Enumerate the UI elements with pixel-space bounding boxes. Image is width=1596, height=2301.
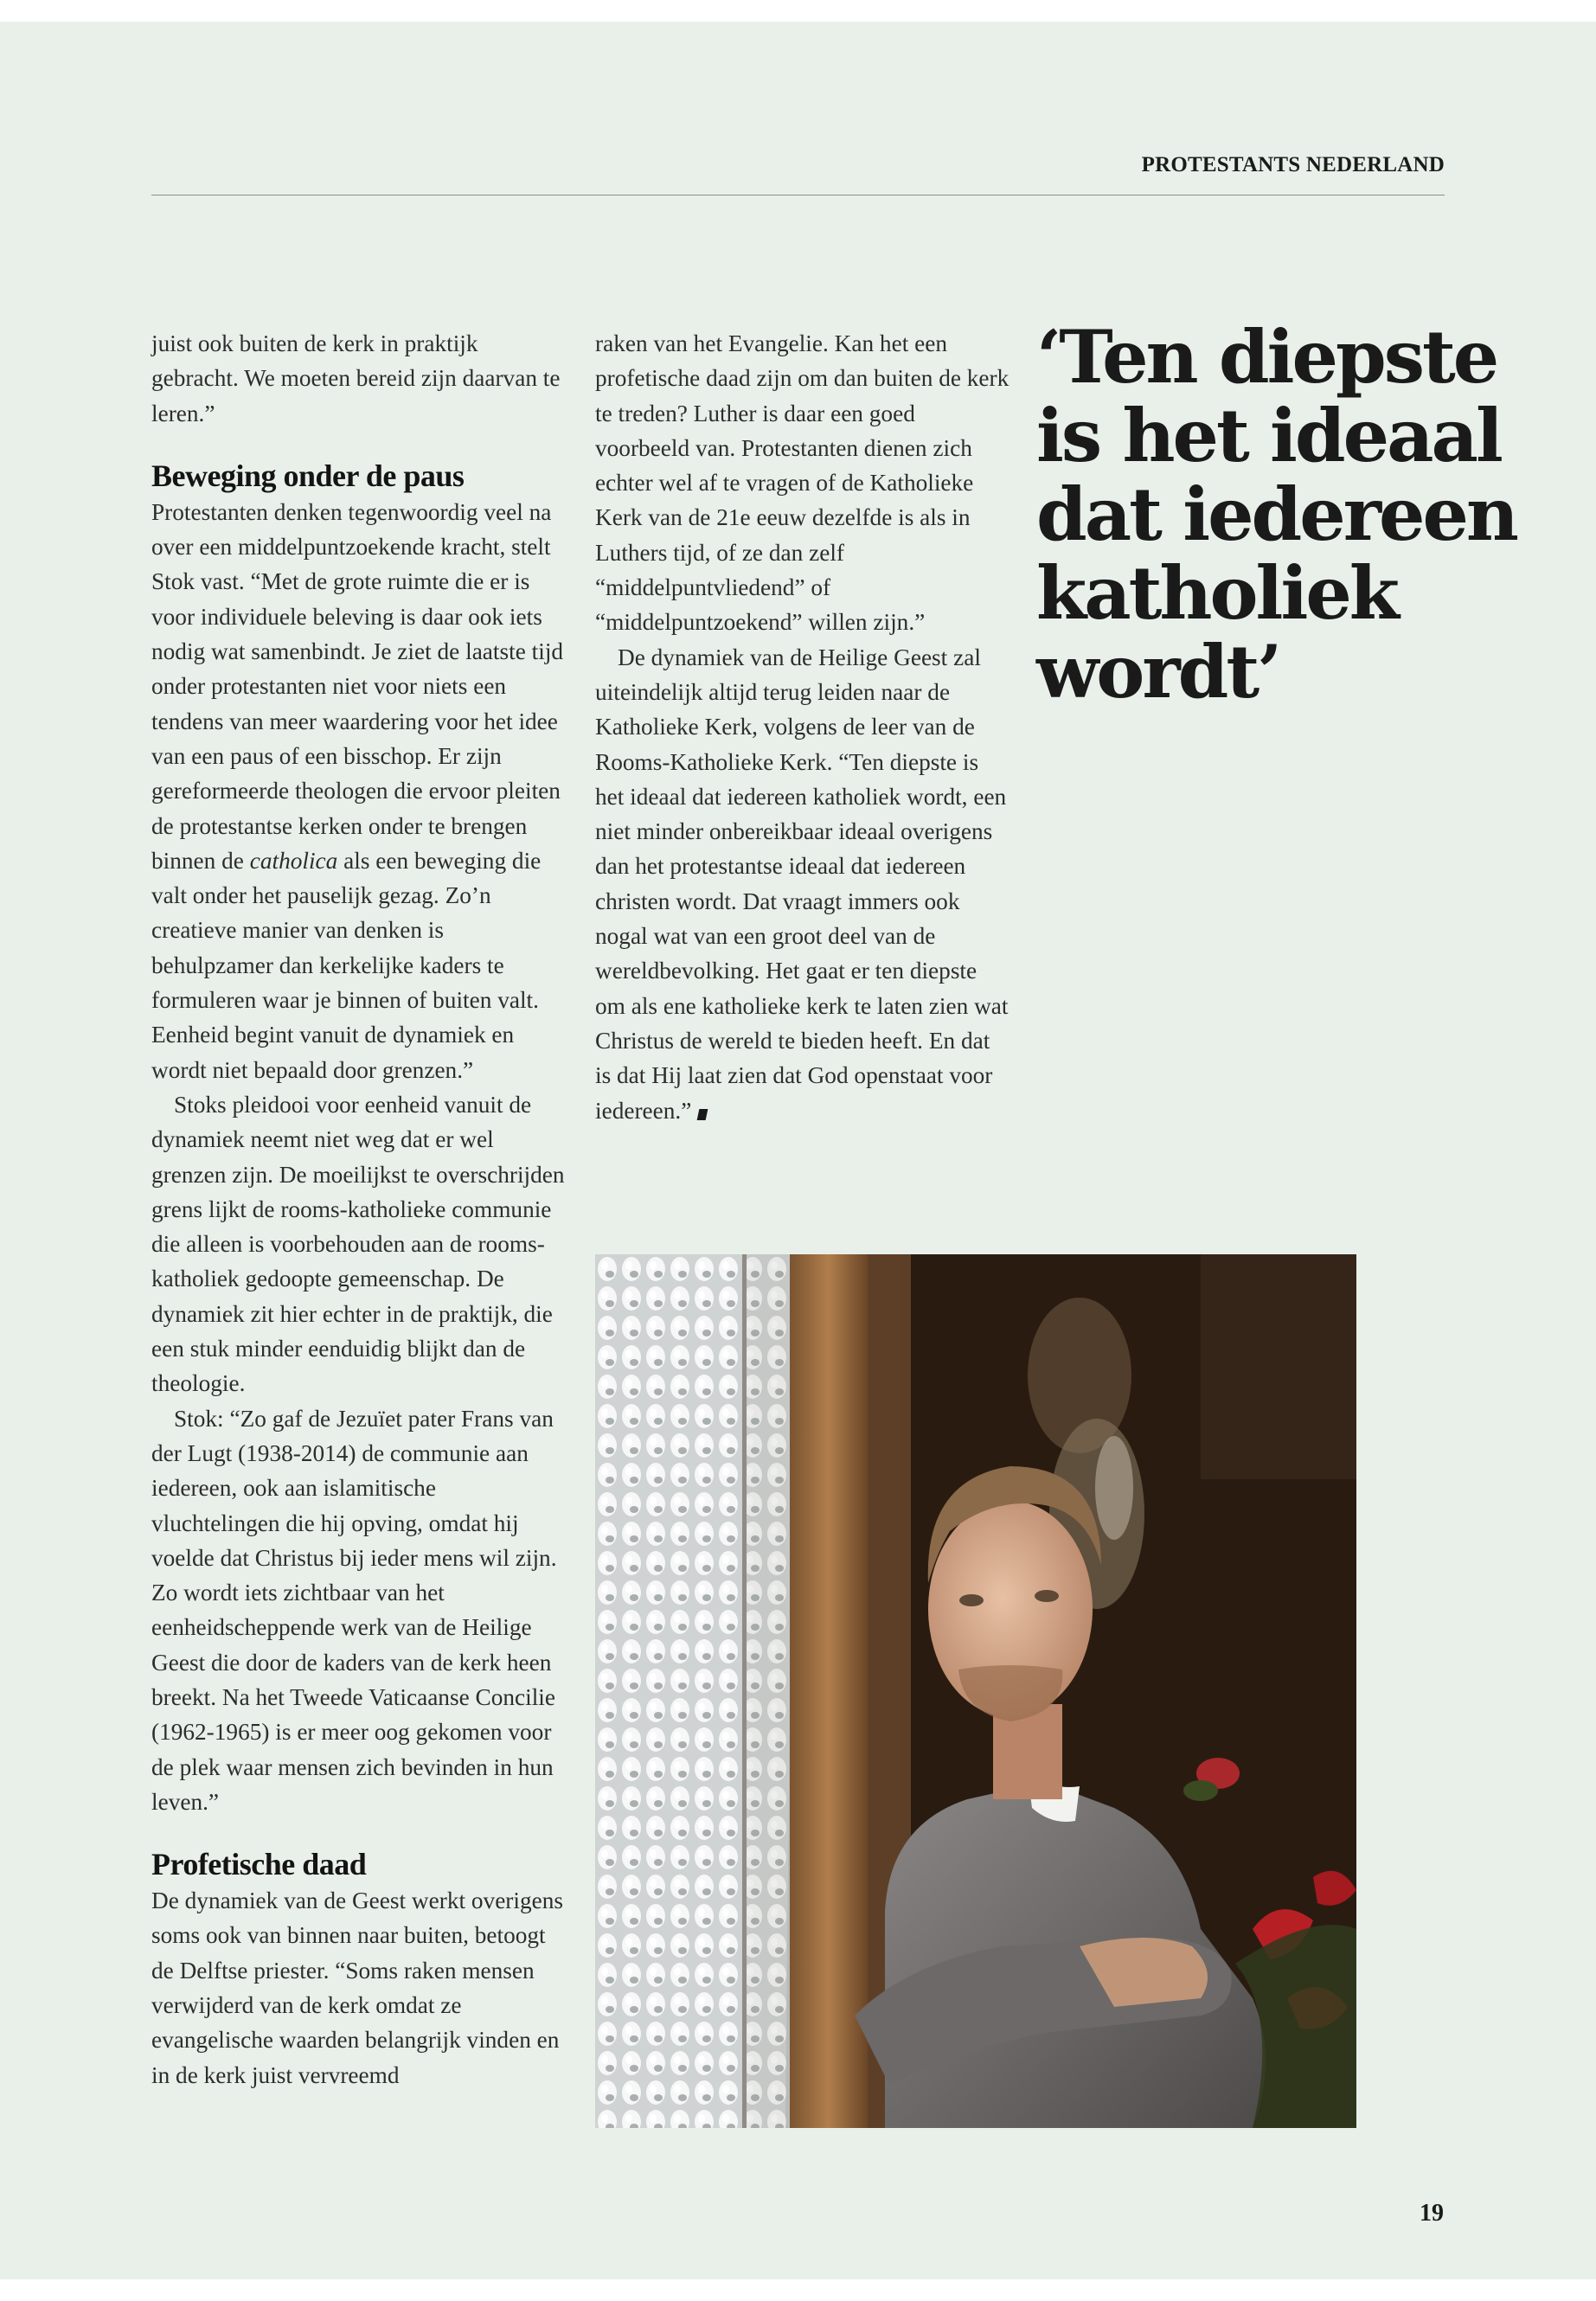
paragraph-grenzen: Stoks pleidooi voor eenheid vanuit de dynamiek neemt niet weg dat er wel grenzen zijn. De moeilijkst te overschrijden grens lijkt de rooms-katholieke communie die alleen is voorbehouden aan de rooms-katholiek gedoopte gemeenschap. De dynamiek zit hier echter in de praktijk, die een stuk minder eenduidig blijkt dan de theologie.	[151, 1091, 565, 1397]
pull-quote-line: wordt’	[1036, 629, 1280, 715]
pull-quote-line: katholiek	[1036, 550, 1397, 636]
pull-quote-line: dat iedereen	[1036, 471, 1516, 557]
pull-quote-line: ‘Ten diepste	[1036, 314, 1497, 400]
article-column-left	[151, 326, 567, 2093]
subheading-beweging: Beweging onder de paus	[151, 458, 465, 493]
article-column-middle	[595, 326, 1010, 1128]
italic-term: catholica	[249, 847, 338, 874]
pull-quote-line: is het ideaal	[1036, 393, 1501, 478]
paragraph-lugt: Stok: “Zo gaf de Jezuïet pater Frans van der Lugt (1938-2014) de communie aan iedereen, ook aan islamitische vluchtelingen die hij opving, omdat hij voelde dat Christus bij ieder mens wil zijn. Zo wordt iets zichtbaar van het eenheidscheppende werk van de Heilige Geest die door de kaders van de kerk heen breekt. Na het Tweede Vaticaanse Concilie (1962-1965) is er meer oog gekomen voor de plek waar mensen zich bevinden in hun leven.”	[151, 1405, 557, 1815]
magazine-page	[0, 22, 1596, 2279]
paragraph-heilige-geest: De dynamiek van de Heilige Geest zal uiteindelijk altijd terug leiden naar de Katholieke Kerk, volgens de leer van de Rooms-Katholieke Kerk. “Ten diepste is het ideaal dat iedereen katholiek wordt, een niet minder onbereikbaar ideaal overigens dan het protestantse ideaal dat iedereen christen wordt. Dat vraagt immers ook nogal wat van een groot deel van de wereldbevolking. Het gaat er ten diepste om als ene katholieke kerk te laten zien wat Christus de wereld te bieden heeft. En dat is dat Hij laat zien dat God openstaat voor iedereen.”	[595, 644, 1009, 1124]
paragraph-evangelie: raken van het Evangelie. Kan het een profetische daad zijn om dan buiten de kerk te treden? Luther is daar een goed voorbeeld van. Protestanten dienen zich echter wel af te vragen of de Katholieke Kerk van de 21e eeuw dezelfde is als in Luthers tijd, of ze dan zelf “middelpuntvliedend” of “middelpuntzoekend” willen zijn.”	[595, 330, 1010, 636]
end-of-article-mark	[697, 1109, 708, 1120]
paragraph-dynamiek: De dynamiek van de Geest werkt overigens soms ook van binnen naar buiten, betoogt de Delftse priester. “Soms raken mensen verwijderd van de kerk omdat ze evangelische waarden belangrijk vinden en in de kerk juist vervreemd	[151, 1888, 564, 2088]
priest-portrait-photo	[595, 1254, 1356, 2128]
page-number: 19	[1420, 2200, 1444, 2227]
paragraph-intro: juist ook buiten de kerk in praktijk gebracht. We moeten bereid zijn daarvan te leren.”	[151, 330, 561, 426]
pull-quote	[1036, 314, 1521, 715]
section-label: PROTESTANTS NEDERLAND	[1141, 153, 1445, 176]
paragraph-middelpunt: Protestanten denken tegenwoordig veel na over een middelpuntzoekende kracht, stelt Stok vast. “Met de grote ruimte die er is voor individuele beleving is daar ook iets nodig wat samenbindt. Je ziet de laatste tijd onder protestanten niet voor niets een tendens van meer waardering voor het idee van een paus of een bisschop. Er zijn gereformeerde theologen die ervoor pleiten de protestantse kerken onder te brengen binnen de catholica als een beweging die valt onder het pauselijk gezag. Zo’n creatieve manier van denken is behulpzamer dan kerkelijke kaders te formuleren waar je binnen of buiten valt. Eenheid begint vanuit de dynamiek en wordt niet bepaald door grenzen.”	[151, 498, 564, 1083]
subheading-profetisch: Profetische daad	[151, 1847, 367, 1882]
